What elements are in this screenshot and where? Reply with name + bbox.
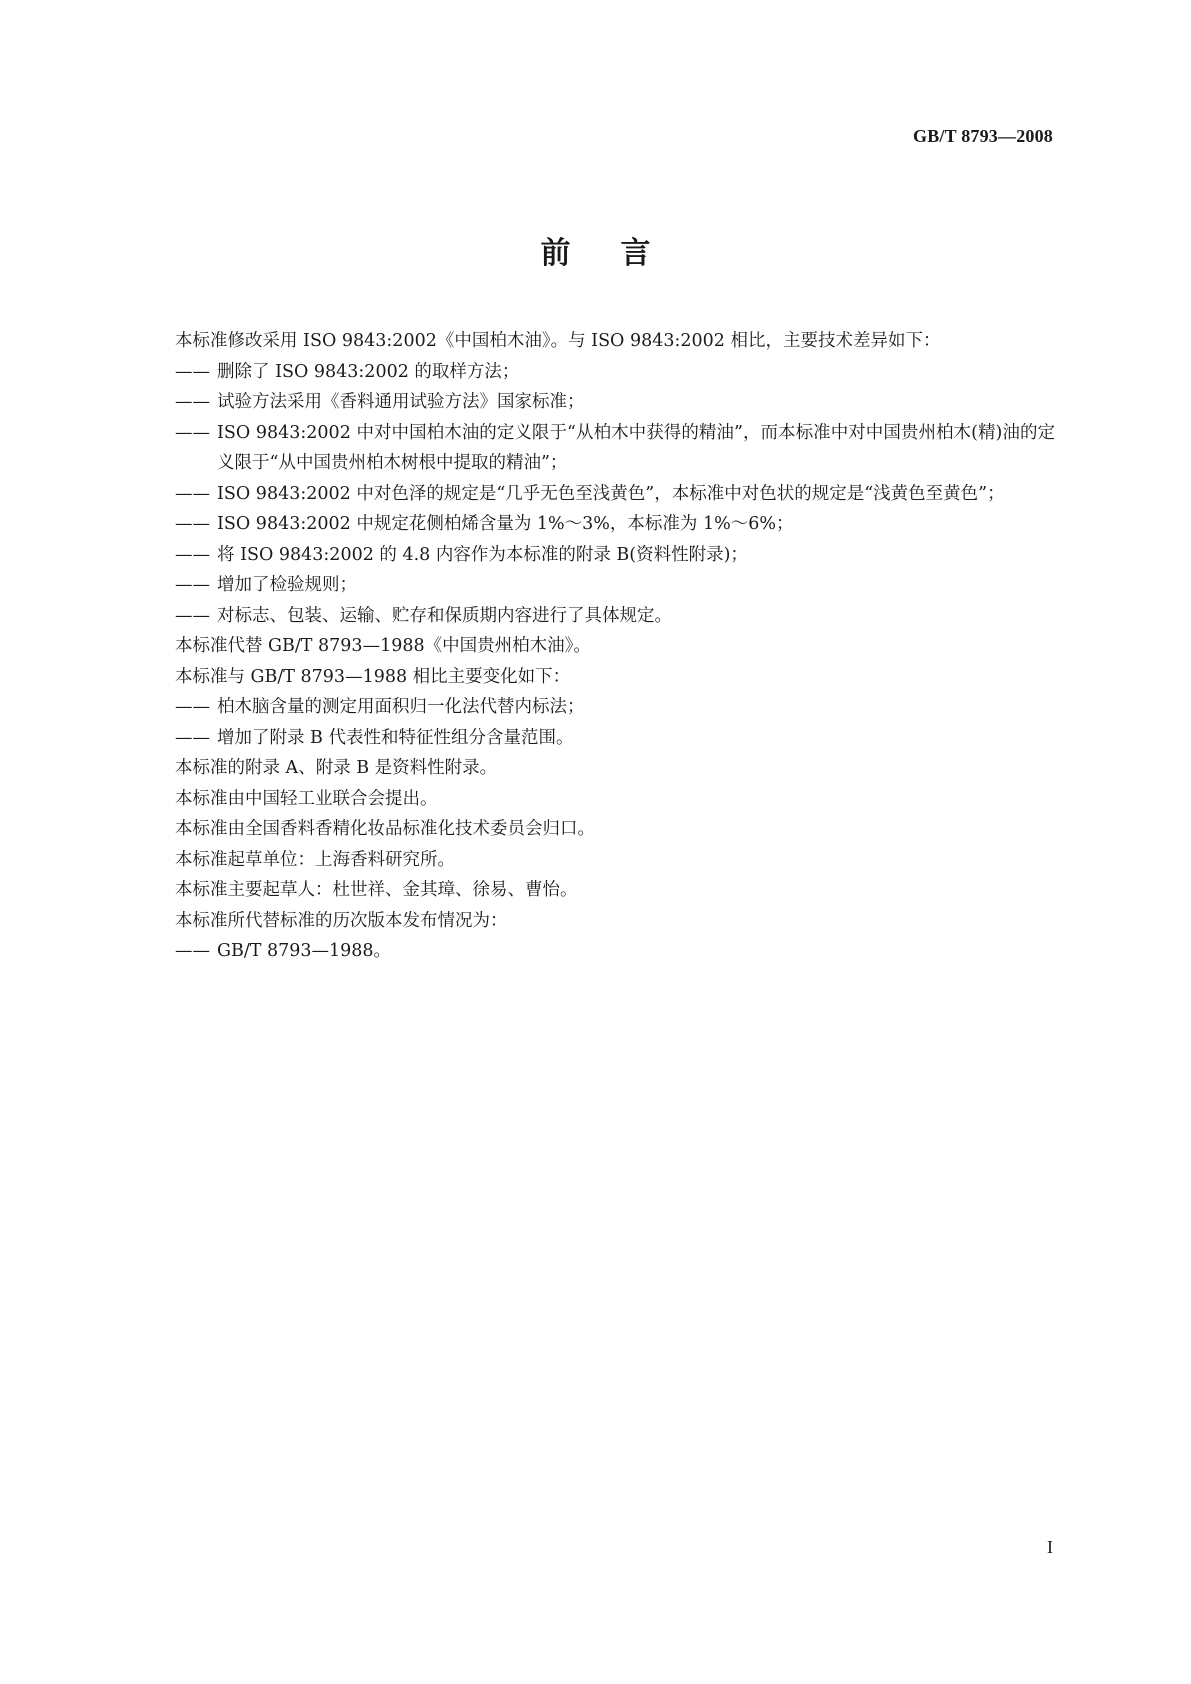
list-item [175, 479, 1055, 510]
list-item-text: 对标志、包装、运输、贮存和保质期内容进行了具体规定。 [217, 605, 672, 626]
list-item [175, 509, 1055, 540]
page-number: I [1047, 1537, 1053, 1557]
managed-by-paragraph: 本标准由全国香料香精化妆品标准化技术委员会归口。 [175, 819, 595, 839]
dash-mark: —— [175, 697, 210, 717]
standard-code: GB/T 8793—2008 [913, 126, 1053, 146]
list-item-text: 试验方法采用《香料通用试验方法》国家标准； [217, 392, 585, 412]
list-item [175, 540, 1055, 571]
list-item-text: 增加了检验规则； [217, 575, 357, 595]
intro-paragraph: 本标准修改采用 ISO 9843:2002《中国柏木油》。与 ISO 9843:2002 相比，主要技术差异如下： [175, 331, 941, 351]
dash-mark: —— [175, 544, 210, 565]
list-item-text: ISO 9843:2002 中规定花侧柏烯含量为 1%～3%，本标准为 1%～6%； [217, 514, 794, 534]
document-body [175, 326, 1055, 967]
dash-mark: —— [175, 422, 210, 443]
history-intro-paragraph: 本标准所代替标准的历次版本发布情况为： [175, 910, 508, 931]
list-item [175, 570, 1055, 601]
annex-note-paragraph: 本标准的附录 A、附录 B 是资料性附录。 [175, 758, 498, 778]
proposed-by-paragraph: 本标准由中国轻工业联合会提出。 [175, 788, 438, 809]
list-item [175, 387, 1055, 418]
list-item-text: 删除了 ISO 9843:2002 的取样方法； [217, 361, 520, 382]
dash-mark: —— [175, 514, 210, 534]
dash-mark: —— [175, 605, 210, 626]
list-item [175, 418, 1055, 479]
list-item-text: GB/T 8793—1988。 [217, 941, 392, 961]
list-item-text: 柏木脑含量的测定用面积归一化法代替内标法； [217, 697, 585, 717]
dash-mark: —— [175, 392, 210, 412]
changes-intro-paragraph: 本标准与 GB/T 8793—1988 相比主要变化如下： [175, 666, 571, 687]
dash-mark: —— [175, 483, 210, 504]
list-item [175, 601, 1055, 632]
list-item-text: 将 ISO 9843:2002 的 4.8 内容作为本标准的附录 B(资料性附录)； [217, 544, 748, 565]
list-item [175, 936, 1055, 967]
list-item-text: 增加了附录 B 代表性和特征性组分含量范围。 [217, 727, 574, 748]
dash-mark: —— [175, 941, 210, 961]
dash-mark: —— [175, 361, 210, 382]
replaces-paragraph: 本标准代替 GB/T 8793—1988《中国贵州柏木油》。 [175, 636, 591, 656]
dash-mark: —— [175, 727, 210, 748]
list-item [175, 723, 1055, 754]
dash-mark: —— [175, 575, 210, 595]
list-item-text: ISO 9843:2002 中对色泽的规定是“几乎无色至浅黄色”，本标准中对色状的规定是“浅黄色至黄色”； [217, 483, 1005, 504]
list-item-text: ISO 9843:2002 中对中国柏木油的定义限于“从柏木中获得的精油”，而本标准中对中国贵州柏木(精)油的定义限于“从中国贵州柏木树根中提取的精油”； [217, 422, 1055, 473]
page-title: 前言 [540, 236, 701, 271]
list-item [175, 692, 1055, 723]
drafting-unit-paragraph: 本标准起草单位：上海香料研究所。 [175, 849, 455, 870]
drafters-paragraph: 本标准主要起草人：杜世祥、金其璋、徐易、曹怡。 [175, 880, 578, 900]
list-item [175, 357, 1055, 388]
